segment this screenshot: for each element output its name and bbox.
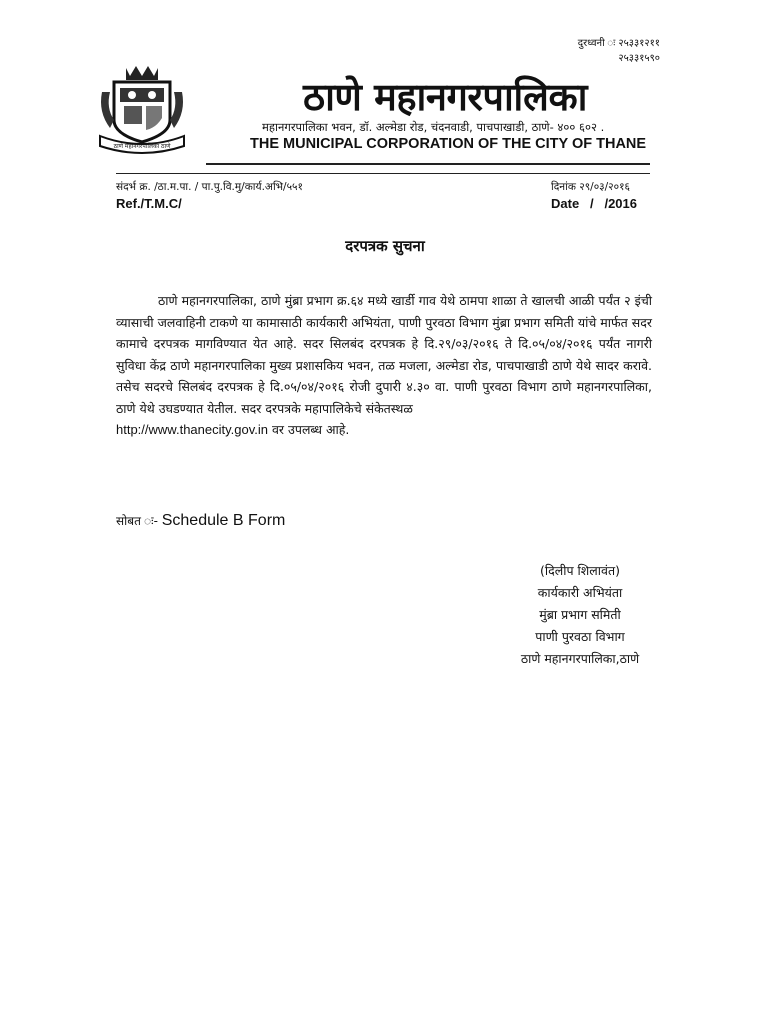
notice-body-text: ठाणे महानगरपालिका, ठाणे मुंब्रा प्रभाग क्र.६४ मध्ये खार्डी गाव येथे ठामपा शाळा ते खालची आळी पर्यंत २ इंची व्यासाची जलवाहिनी टाकणे या कामासाठी कार्यकारी अभियंता, पाणी पुरवठा विभाग मुंब्रा प्रभाग समिती यांचे मार्फत सदर कामाचे दरपत्रक मागविण्यात येत आहे. सदर सिलबंद दरपत्रक हे दि.२९/०३/२०१६ ते दि.०५/०४/२०१६ पर्यंत नागरी सुविधा केंद्र ठाणे महानगरपालिका मुख्य प्रशासकिय भवन, तळ मजला, अल्मेडा रोड, पाचपाखाडी ठाणे येथे सादर करावे. तसेच सदरचे सिलबंद दरपत्रक हे दि.०५/०४/२०१६ रोजी दुपारी ४.३० वा. पाणी पुरवठा विभाग ठाणे महानगरपालिका, ठाणे येथे उघडण्यात येतील. सदर दरपत्रके महापालिकेचे संकेतस्थळ [116, 293, 652, 416]
attachment-label: सोबत ः- [116, 514, 162, 528]
phone-numbers [578, 36, 660, 66]
reference-number-english: Ref./T.M.C/ [116, 196, 182, 211]
phone-number-1: दुरध्वनी ः २५३३१२११ [577, 38, 660, 49]
signatory-ward: मुंब्रा प्रभाग समिती [539, 607, 621, 622]
signatory-name: (दिलीप शिलावंत) [540, 563, 620, 578]
attachment-line [116, 512, 285, 530]
header-divider-top [206, 163, 650, 165]
website-link[interactable]: http://www.thanecity.gov.in [116, 422, 268, 437]
signatory-designation: कार्यकारी अभियंता [537, 585, 623, 600]
date-marathi: दिनांक २९/०३/२०१६ [551, 181, 630, 193]
date-english: Date / /2016 [551, 196, 637, 211]
phone-number-2: २५३३१५९० [618, 53, 660, 64]
organization-address: महानगरपालिका भवन, डॉ. अल्मेडा रोड, चंदनवाडी, पाचपाखाडी, ठाणे- ४०० ६०२ . [262, 120, 605, 134]
reference-number-marathi: संदर्भ क्र. /ठा.म.पा. / पा.पु.वि.मु/कार्य.अभि/५५१ [116, 181, 303, 193]
organization-title: ठाणे महानगरपालिका [303, 75, 587, 119]
signatory-department: पाणी पुरवठा विभाग [535, 629, 625, 644]
notice-heading: दरपत्रक सुचना [345, 237, 425, 255]
signatory-organization: ठाणे महानगरपालिका,ठाणे [520, 651, 640, 666]
header-divider-bottom [116, 173, 650, 174]
notice-body-paragraph [116, 290, 652, 441]
attachment-value: Schedule B Form [161, 512, 286, 529]
emblem-ribbon-text: ठाणे महानगरपालिका ठाणे [113, 143, 171, 150]
organization-english-name: THE MUNICIPAL CORPORATION OF THE CITY OF THANE [250, 136, 647, 152]
website-link-suffix: वर उपलब्ध आहे. [267, 422, 350, 437]
signature-block [470, 560, 690, 670]
